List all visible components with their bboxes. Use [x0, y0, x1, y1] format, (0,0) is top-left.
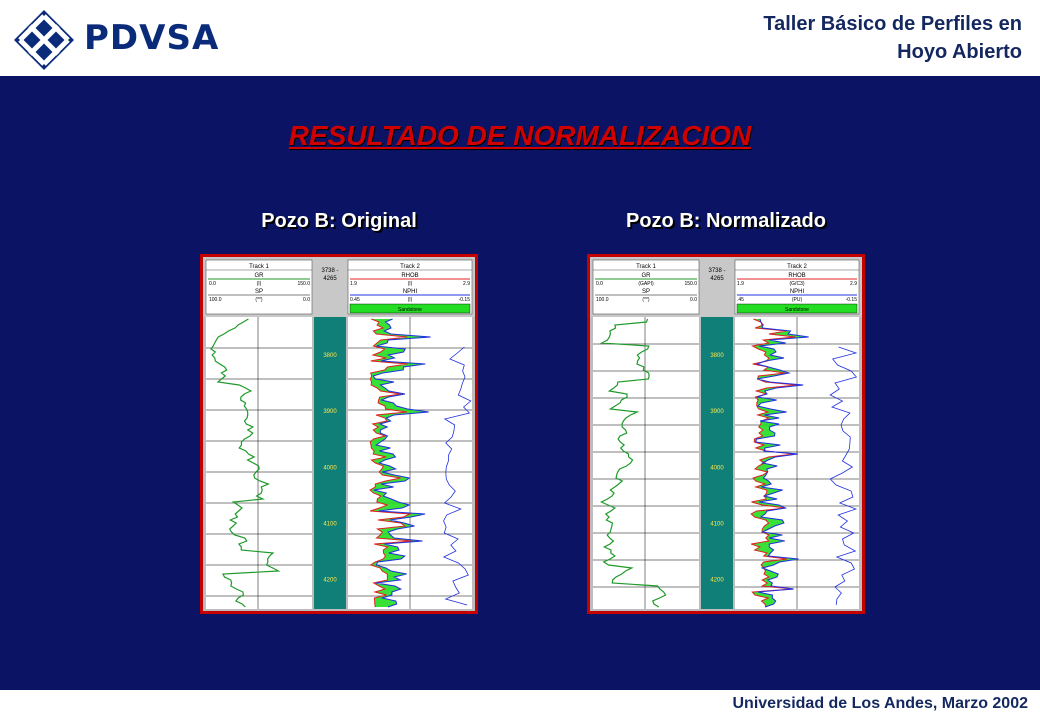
depth-track [701, 317, 733, 609]
sp-curve-name: SP [641, 289, 651, 295]
track1-title: Track 1 [249, 264, 269, 270]
footer [0, 690, 1040, 720]
rhob-scale-min: 1.9 [737, 281, 744, 287]
rhob-scale-unit: (I) [407, 281, 413, 287]
rhob-scale-max: 2.9 [463, 281, 470, 287]
slide-title: RESULTADO DE NORMALIZACION [288, 120, 752, 151]
lithology-label: Sandstone [398, 307, 422, 313]
rhob-curve-name: RHOB [401, 273, 419, 279]
gr-scale-unit: (I) [256, 281, 262, 287]
pdvsa-logo-icon [12, 8, 76, 72]
depth-label: 4100 [710, 521, 724, 528]
depth-label: 3800 [323, 353, 337, 359]
course-title-line1: Taller Básico de Perfiles en [763, 13, 1022, 35]
rhob-curve-name: RHOB [788, 273, 806, 279]
track1-title: Track 1 [636, 264, 656, 270]
nphi-scale-max: -0.15 [458, 297, 470, 303]
gr-scale-max: 150.0 [297, 281, 310, 287]
panel-label-original: Pozo B: Original [261, 210, 417, 232]
nphi-curve-name: NPHI [789, 289, 805, 295]
course-title-line2: Hoyo Abierto [897, 41, 1022, 63]
depth-label: 4200 [710, 577, 724, 584]
gr-scale-min: 0.0 [209, 281, 216, 287]
nphi-scale-min: .45 [737, 297, 744, 303]
brand-name: PDVSA [84, 18, 220, 58]
depth-track [314, 317, 346, 609]
well-log-original [200, 254, 478, 614]
lithology-label: Sandstone [785, 307, 809, 313]
depth-range-bottom: 4265 [323, 276, 337, 282]
rhob-scale-max: 2.9 [850, 281, 857, 287]
well-log-normalized [587, 254, 865, 614]
nphi-scale-min: 0.45 [350, 297, 360, 303]
nphi-scale-max: -0.15 [845, 297, 857, 303]
gr-curve-name: GR [641, 273, 651, 279]
nphi-curve-name: NPHI [402, 289, 418, 295]
gr-scale-min: 0.0 [596, 281, 603, 287]
depth-label: 3900 [323, 409, 337, 416]
depth-range-top: 3738 - [321, 268, 339, 274]
sp-scale-unit: (**) [642, 297, 650, 303]
nphi-scale-unit: (I) [407, 297, 413, 303]
sp-scale-max: 0.0 [303, 297, 310, 303]
track2-title: Track 2 [400, 264, 420, 270]
depth-label: 4000 [710, 465, 724, 472]
depth-label: 3900 [710, 409, 724, 416]
course-title [763, 10, 1022, 66]
well-log-chart [203, 257, 475, 611]
gr-scale-unit: (GAPI) [638, 281, 654, 287]
panel-label-normalized: Pozo B: Normalizado [625, 210, 826, 232]
gr-scale-max: 150.0 [684, 281, 697, 287]
footer-text: Universidad de Los Andes, Marzo 2002 [732, 695, 1028, 712]
depth-label: 3800 [710, 353, 724, 359]
sp-scale-max: 0.0 [690, 297, 697, 303]
depth-label: 4100 [323, 521, 337, 528]
sp-scale-min: 100.0 [209, 297, 222, 303]
sp-curve-name: SP [254, 289, 264, 295]
rhob-scale-unit: (G/C3) [789, 281, 805, 287]
depth-range-bottom: 4265 [710, 276, 724, 282]
header [0, 0, 1040, 76]
track2-title: Track 2 [787, 264, 807, 270]
gr-curve-name: GR [254, 273, 264, 279]
depth-label: 4200 [323, 577, 337, 584]
depth-label: 4000 [323, 465, 337, 472]
rhob-scale-min: 1.9 [350, 281, 357, 287]
slide-body [0, 76, 1040, 690]
sp-scale-unit: (**) [255, 297, 263, 303]
well-log-chart [590, 257, 862, 611]
nphi-scale-unit: (PU) [791, 297, 803, 303]
depth-range-top: 3738 - [708, 268, 726, 274]
sp-scale-min: 100.0 [596, 297, 609, 303]
